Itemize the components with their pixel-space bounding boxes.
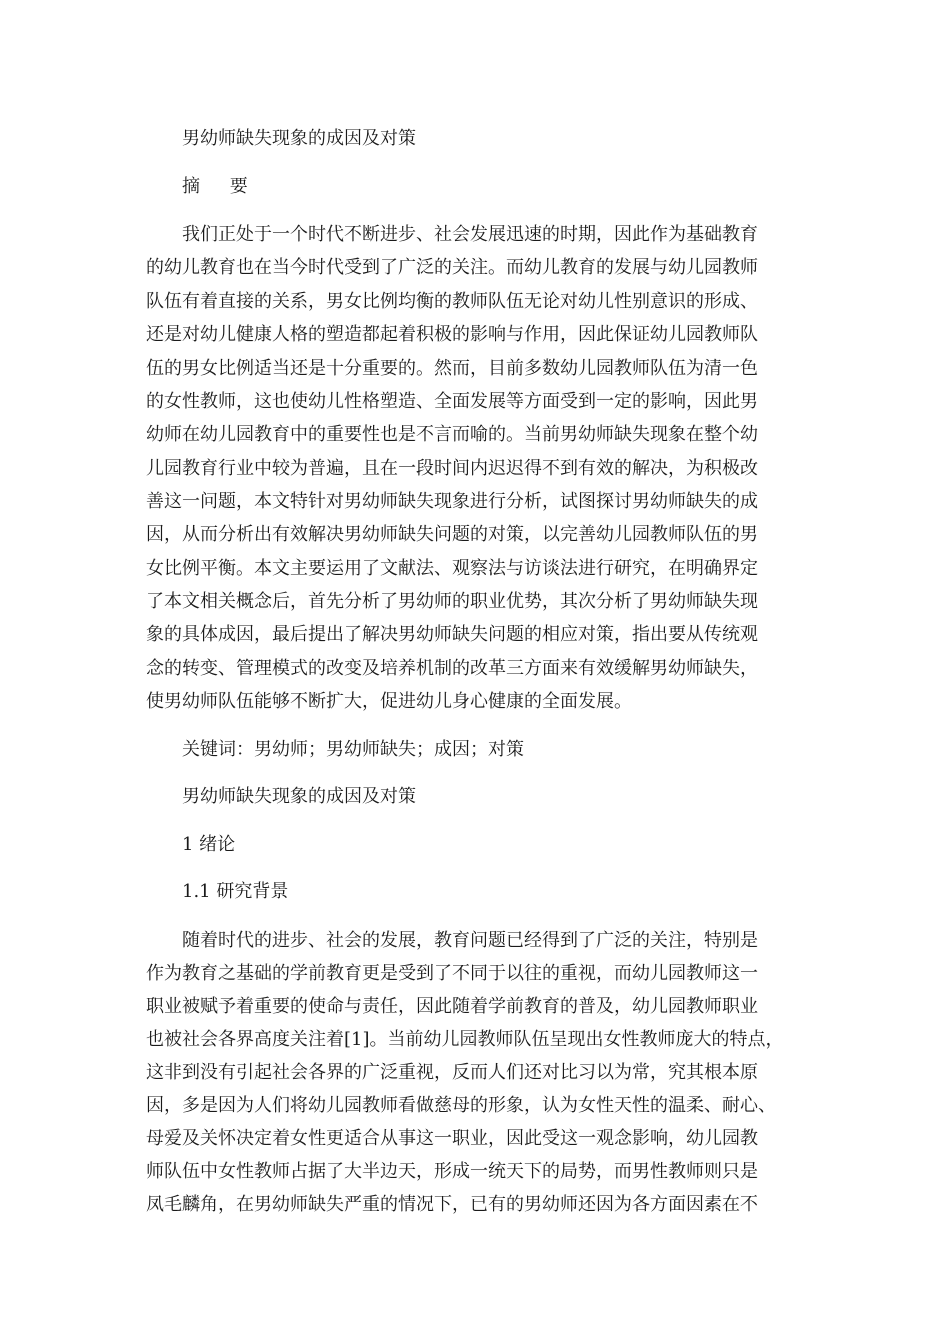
abstract-line: 念的转变、管理模式的改变及培养机制的改革三方面来有效缓解男幼师缺失，	[146, 658, 758, 679]
body-line: 随着时代的进步、社会的发展，教育问题已经得到了广泛的关注，特别是	[182, 930, 758, 951]
body-line: 凤毛麟角，在男幼师缺失严重的情况下，已有的男幼师还因为各方面因素在不	[146, 1194, 758, 1215]
body-line: 职业被赋予着重要的使命与责任，因此随着学前教育的普及，幼儿园教师职业	[146, 996, 758, 1017]
abstract-line: 的幼儿教育也在当今时代受到了广泛的关注。而幼儿教育的发展与幼儿园教师	[146, 257, 758, 278]
abstract-line: 幼师在幼儿园教育中的重要性也是不言而喻的。当前男幼师缺失现象在整个幼	[146, 424, 758, 445]
abstract-line: 象的具体成因，最后提出了解决男幼师缺失问题的相应对策，指出要从传统观	[146, 624, 758, 645]
abstract-line: 儿园教育行业中较为普遍，且在一段时间内迟迟得不到有效的解决，为积极改	[146, 458, 758, 479]
section-heading-1: 1 绪论	[182, 834, 236, 855]
abstract-line: 使男幼师队伍能够不断扩大，促进幼儿身心健康的全面发展。	[146, 691, 632, 712]
abstract-line: 伍的男女比例适当还是十分重要的。然而，目前多数幼儿园教师队伍为清一色	[146, 358, 758, 379]
abstract-line: 队伍有着直接的关系，男女比例均衡的教师队伍无论对幼儿性别意识的形成、	[146, 291, 758, 312]
abstract-line: 还是对幼儿健康人格的塑造都起着积极的影响与作用，因此保证幼儿园教师队	[146, 324, 758, 345]
abstract-line: 了本文相关概念后，首先分析了男幼师的职业优势，其次分析了男幼师缺失现	[146, 591, 758, 612]
abstract-line: 善这一问题，本文特针对男幼师缺失现象进行分析，试图探讨男幼师缺失的成	[146, 491, 758, 512]
document-title: 男幼师缺失现象的成因及对策	[182, 128, 416, 149]
abstract-heading: 摘 要	[182, 176, 260, 197]
abstract-line: 女比例平衡。本文主要运用了文献法、观察法与访谈法进行研究，在明确界定	[146, 558, 758, 579]
body-line: 母爱及关怀决定着女性更适合从事这一职业，因此受这一观念影响，幼儿园教	[146, 1128, 758, 1149]
abstract-line: 的女性教师，这也使幼儿性格塑造、全面发展等方面受到一定的影响，因此男	[146, 391, 758, 412]
body-line: 也被社会各界高度关注着[1]。当前幼儿园教师队伍呈现出女性教师庞大的特点，	[146, 1029, 784, 1050]
abstract-line: 我们正处于一个时代不断进步、社会发展迅速的时期，因此作为基础教育	[182, 224, 758, 245]
body-line: 因，多是因为人们将幼儿园教师看做慈母的形象，认为女性天性的温柔、耐心、	[146, 1095, 776, 1116]
section-title: 男幼师缺失现象的成因及对策	[182, 786, 416, 807]
body-line: 师队伍中女性教师占据了大半边天，形成一统天下的局势，而男性教师则只是	[146, 1161, 758, 1182]
body-line: 作为教育之基础的学前教育更是受到了不同于以往的重视，而幼儿园教师这一	[146, 963, 758, 984]
keywords: 关键词：男幼师；男幼师缺失；成因；对策	[182, 739, 524, 760]
body-line: 这非到没有引起社会各界的广泛重视，反而人们还对比习以为常，究其根本原	[146, 1062, 758, 1083]
section-heading-1-1: 1.1 研究背景	[182, 881, 289, 902]
abstract-line: 因，从而分析出有效解决男幼师缺失问题的对策，以完善幼儿园教师队伍的男	[146, 524, 758, 545]
